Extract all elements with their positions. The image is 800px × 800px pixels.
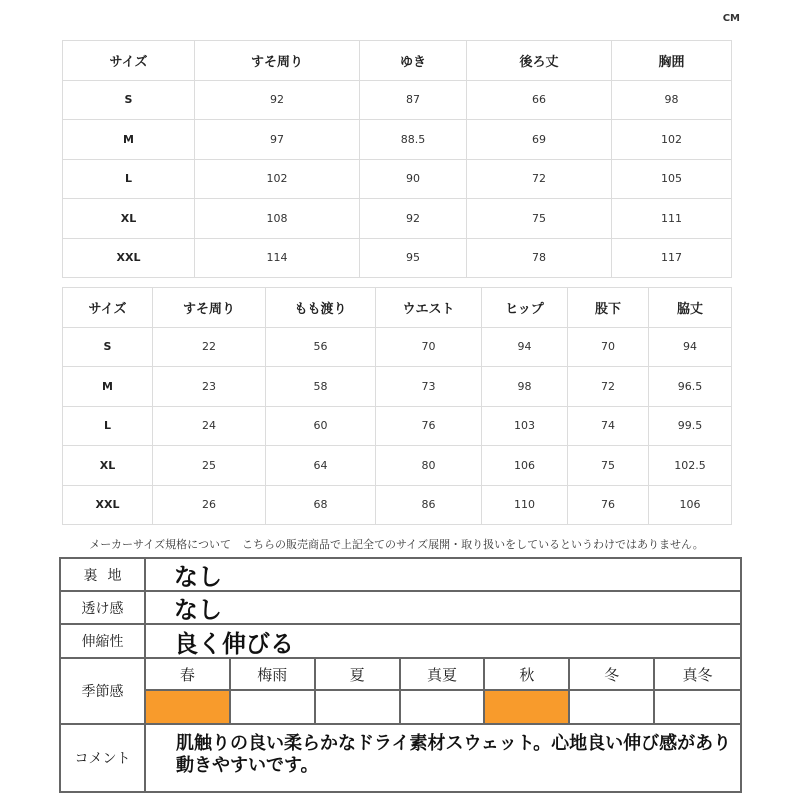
measurement-cell: 106 [482, 446, 568, 486]
season-indicator [401, 691, 486, 723]
measurement-cell: 23 [153, 367, 266, 407]
tops-size-table [62, 40, 732, 278]
measurement-cell: 24 [153, 406, 266, 446]
measurement-cell: 99.5 [649, 406, 732, 446]
season-indicator [231, 691, 316, 723]
size-label: M [63, 120, 195, 160]
size-label: L [63, 159, 195, 199]
table-row [63, 80, 732, 120]
spec-value: なし [174, 596, 222, 624]
measurement-cell: 58 [266, 367, 376, 407]
measurement-cell: 70 [568, 327, 649, 367]
measurement-cell: 96.5 [649, 367, 732, 407]
spec-row-sheerness [61, 592, 740, 625]
table-row [63, 406, 732, 446]
measurement-cell: 60 [266, 406, 376, 446]
season-header: 真夏 [401, 659, 486, 691]
measurement-cell: 111 [612, 199, 732, 239]
spec-sheet [59, 557, 742, 793]
column-header: 胸囲 [612, 41, 732, 81]
measurement-cell: 68 [266, 485, 376, 525]
measurement-cell: 26 [153, 485, 266, 525]
season-header: 秋 [485, 659, 570, 691]
spec-row-season [61, 659, 740, 725]
size-label: XL [63, 446, 153, 486]
season-header: 冬 [570, 659, 655, 691]
measurement-cell: 69 [467, 120, 612, 160]
table-row [63, 120, 732, 160]
measurement-cell: 102 [612, 120, 732, 160]
season-indicator [655, 691, 740, 723]
spec-label: 季節感 [61, 659, 146, 723]
measurement-cell: 64 [266, 446, 376, 486]
size-label: XL [63, 199, 195, 239]
column-header: 脇丈 [649, 288, 732, 328]
table-row [63, 485, 732, 525]
measurement-cell: 98 [482, 367, 568, 407]
unit-label: CM [722, 13, 740, 24]
column-header: ウエスト [376, 288, 482, 328]
table-row [63, 327, 732, 367]
size-label: XXL [63, 238, 195, 278]
measurement-cell: 78 [467, 238, 612, 278]
measurement-cell: 56 [266, 327, 376, 367]
bottoms-size-table [62, 287, 732, 525]
table-row [63, 238, 732, 278]
spec-row-lining [61, 559, 740, 592]
measurement-cell: 75 [467, 199, 612, 239]
size-label: S [63, 327, 153, 367]
spec-label: 裏地 [61, 559, 146, 590]
measurement-cell: 76 [376, 406, 482, 446]
spec-value: 良く伸びる [174, 629, 294, 658]
measurement-cell: 75 [568, 446, 649, 486]
measurement-cell: 102 [195, 159, 360, 199]
measurement-cell: 70 [376, 327, 482, 367]
season-header: 真冬 [655, 659, 740, 691]
season-header: 夏 [316, 659, 401, 691]
season-grid [146, 659, 740, 723]
measurement-cell: 73 [376, 367, 482, 407]
measurement-cell: 90 [360, 159, 467, 199]
spec-label: コメント [61, 725, 146, 791]
season-indicator-active [146, 691, 231, 723]
measurement-cell: 86 [376, 485, 482, 525]
size-label: M [63, 367, 153, 407]
table-row [63, 199, 732, 239]
spec-row-stretch [61, 625, 740, 659]
season-indicator [570, 691, 655, 723]
column-header: すそ周り [153, 288, 266, 328]
column-header: すそ周り [195, 41, 360, 81]
season-indicator [316, 691, 401, 723]
measurement-cell: 66 [467, 80, 612, 120]
size-label: S [63, 80, 195, 120]
measurement-cell: 97 [195, 120, 360, 160]
measurement-cell: 94 [482, 327, 568, 367]
measurement-cell: 74 [568, 406, 649, 446]
measurement-cell: 25 [153, 446, 266, 486]
table-row [63, 367, 732, 407]
measurement-cell: 117 [612, 238, 732, 278]
spec-row-comment [61, 725, 740, 791]
comment-text: 肌触りの良い柔らかなドライ素材スウェット。心地良い伸び感があり動きやすいです。 [176, 733, 732, 776]
season-indicator-active [485, 691, 570, 723]
measurement-cell: 103 [482, 406, 568, 446]
column-header: サイズ [63, 41, 195, 81]
season-header: 春 [146, 659, 231, 691]
column-header: ヒップ [482, 288, 568, 328]
measurement-cell: 92 [195, 80, 360, 120]
season-header: 梅雨 [231, 659, 316, 691]
measurement-cell: 72 [568, 367, 649, 407]
measurement-cell: 22 [153, 327, 266, 367]
size-label: L [63, 406, 153, 446]
measurement-cell: 98 [612, 80, 732, 120]
measurement-cell: 106 [649, 485, 732, 525]
size-disclaimer: メーカーサイズ規格について こちらの販売商品で上記全てのサイズ展開・取り扱いをしているというわけではありません。 [89, 538, 704, 551]
spec-label: 透け感 [61, 592, 146, 623]
table-row [63, 159, 732, 199]
measurement-cell: 110 [482, 485, 568, 525]
table-header-row [63, 41, 732, 81]
measurement-cell: 95 [360, 238, 467, 278]
measurement-cell: 88.5 [360, 120, 467, 160]
spec-value: なし [174, 563, 222, 591]
measurement-cell: 87 [360, 80, 467, 120]
measurement-cell: 114 [195, 238, 360, 278]
measurement-cell: 76 [568, 485, 649, 525]
size-label: XXL [63, 485, 153, 525]
column-header: サイズ [63, 288, 153, 328]
measurement-cell: 108 [195, 199, 360, 239]
measurement-cell: 102.5 [649, 446, 732, 486]
column-header: 股下 [568, 288, 649, 328]
column-header: もも渡り [266, 288, 376, 328]
measurement-cell: 105 [612, 159, 732, 199]
measurement-cell: 80 [376, 446, 482, 486]
column-header: ゆき [360, 41, 467, 81]
table-row [63, 446, 732, 486]
measurement-cell: 92 [360, 199, 467, 239]
measurement-cell: 94 [649, 327, 732, 367]
column-header: 後ろ丈 [467, 41, 612, 81]
spec-label: 伸縮性 [61, 625, 146, 657]
table-header-row [63, 288, 732, 328]
measurement-cell: 72 [467, 159, 612, 199]
